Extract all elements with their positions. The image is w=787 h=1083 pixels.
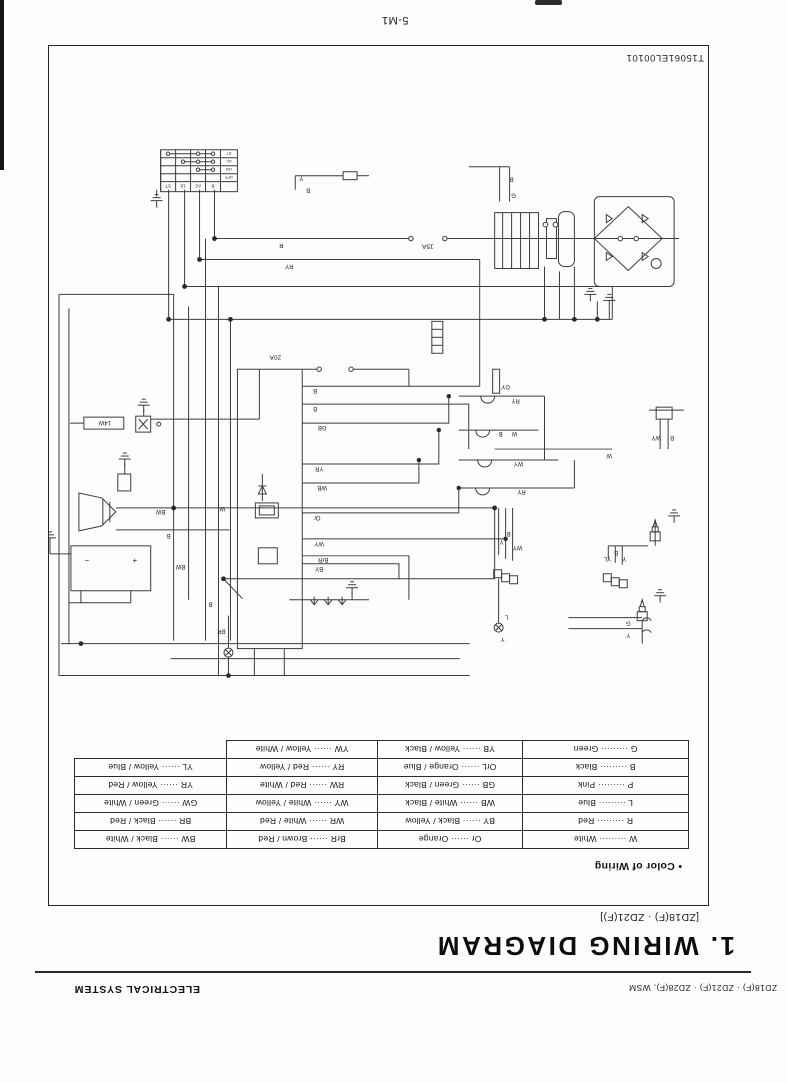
wire-label: W	[511, 430, 518, 437]
wire-label: B	[313, 387, 318, 394]
key-terminal-label: ST	[165, 183, 171, 189]
color-code-cell: L ········· Blue	[522, 794, 689, 813]
key-position-label: ST	[226, 150, 232, 156]
wire-label: 20A	[269, 353, 282, 361]
scan-artifact-smudge	[535, 0, 562, 5]
wire-label: RY	[285, 262, 294, 269]
wire-label: R	[279, 241, 284, 248]
wire-label: B	[506, 529, 511, 536]
color-code-cell: BrR ······ Brown / Red	[226, 830, 378, 849]
color-code-cell: YR ······ Yellow / Red	[74, 776, 227, 795]
key-switch-chart	[161, 150, 238, 192]
color-code-cell: WR ······ White / Red	[226, 812, 378, 831]
color-code-cell: GW ······ Green / White	[74, 794, 227, 813]
wire-label: Y	[622, 554, 627, 561]
wire-label: G	[511, 191, 516, 198]
engine-electrics-group	[495, 197, 674, 320]
color-code-cell: R ········· Red	[522, 812, 689, 831]
page-title: 1. WIRING DIAGRAM	[435, 931, 735, 961]
wire-label: WB	[317, 483, 327, 490]
figure-box	[48, 45, 709, 906]
color-code-cell: P ········· Pink	[522, 776, 689, 795]
color-code-cell: BW ······ Black / White	[74, 830, 227, 849]
scan-artifact-bar	[0, 0, 4, 170]
color-code-cell: YL ······ Yellow / Blue	[74, 758, 227, 777]
wire-bus-lines	[59, 190, 679, 676]
wire-stub-lines	[223, 369, 505, 675]
misc-wires	[295, 167, 509, 386]
sensor-and-connector-group	[494, 407, 684, 643]
wire-label: YL	[603, 554, 611, 561]
wire-label: B	[509, 175, 514, 182]
wire-label: B	[670, 434, 675, 441]
wire-label: W	[219, 504, 226, 511]
fuel-solenoid-group	[79, 453, 131, 531]
wire-label: BW	[155, 507, 166, 514]
header-rule	[35, 971, 751, 973]
wire-label: 15A	[422, 242, 434, 250]
wire-label: Or	[313, 513, 321, 520]
wire-label: G	[625, 619, 631, 626]
color-code-cell: WB ······ White / Black	[377, 794, 523, 813]
wire-label: GY	[501, 383, 510, 390]
wire-label: −	[84, 555, 90, 565]
wire-label: WY	[512, 543, 523, 550]
color-code-cell: W ········· White	[522, 830, 689, 849]
wiring-diagram	[49, 46, 708, 905]
wire-label: Y	[500, 635, 505, 642]
wire-label: WY	[513, 460, 524, 467]
wire-label: GB	[317, 424, 327, 431]
wire-labels	[84, 175, 674, 642]
color-code-cell: BY ······ Black / Yellow	[377, 812, 523, 831]
color-code-cell: OrL ······ Orange / Blue	[377, 758, 523, 777]
color-code-cell: WY ······ White / Yellow	[226, 794, 378, 813]
wire-label: B	[166, 531, 171, 538]
color-code-cell: Or ······ Orange	[377, 830, 523, 849]
wire-label: 14W	[98, 419, 111, 426]
key-position-label: GL	[226, 158, 232, 164]
color-code-cell: YW ······ Yellow / White	[226, 740, 378, 759]
running-header-left: ZD18(F) · ZD21(F) · ZD28(F), WSM	[628, 983, 777, 993]
running-header-right: ELECTRICAL SYSTEM	[74, 983, 200, 995]
key-terminal-label: 19	[180, 183, 186, 189]
wire-label: RY	[517, 487, 526, 494]
wire-label: B	[498, 430, 503, 437]
color-code-cell: RW ······ Red / White	[226, 776, 378, 795]
wire-label: BrR	[318, 555, 329, 562]
wire-label: WY	[651, 434, 661, 441]
color-code-cell: BR ······ Black / Red	[74, 812, 227, 831]
wire-label: Y	[299, 174, 304, 181]
figure-id: T15061EL00101	[625, 52, 704, 63]
wire-label: L	[504, 613, 509, 620]
wire-label: B	[306, 186, 311, 193]
wire-label: +	[132, 555, 138, 565]
key-switch-ground	[151, 190, 163, 208]
wire-label: W	[606, 452, 613, 459]
battery-group	[49, 532, 151, 603]
wire-label: BR	[217, 627, 226, 634]
key-terminal-label: AC	[194, 183, 202, 189]
wire-label: Y	[499, 537, 504, 544]
wire-label: B	[313, 405, 318, 412]
color-code-cell: GB ······ Green / Black	[377, 776, 523, 795]
wire-label: B	[208, 600, 213, 607]
key-terminal-label: B	[211, 183, 215, 189]
wire-label: RY	[511, 397, 520, 404]
key-position-label: ON	[225, 166, 232, 172]
page-number: 5-M1	[381, 14, 409, 26]
color-code-cell: B ········· Black	[522, 758, 689, 777]
wire-label: B	[614, 548, 619, 555]
wire-label: YR	[315, 465, 324, 472]
diode-array-group	[224, 582, 369, 676]
color-code-cell: RY ······ Red / Yellow	[226, 758, 378, 777]
color-code-cell: YB ······ Yellow / Black	[377, 740, 523, 759]
junction-dots	[79, 236, 600, 678]
color-of-wiring-label: Color of Wiring	[594, 860, 675, 872]
model-subtitle: [ZD18(F) · ZD21(F)]	[599, 911, 699, 923]
bullet-icon: •	[678, 860, 682, 872]
main-switch-unit	[237, 236, 447, 648]
work-light-group	[70, 399, 161, 432]
color-code-cell: G ········· Green	[522, 740, 689, 759]
wire-label: Y	[626, 631, 631, 638]
key-position-label: OFF	[224, 174, 233, 180]
wire-label: BW	[175, 562, 186, 569]
wire-label: WY	[314, 539, 324, 546]
wire-label: BY	[315, 564, 324, 571]
